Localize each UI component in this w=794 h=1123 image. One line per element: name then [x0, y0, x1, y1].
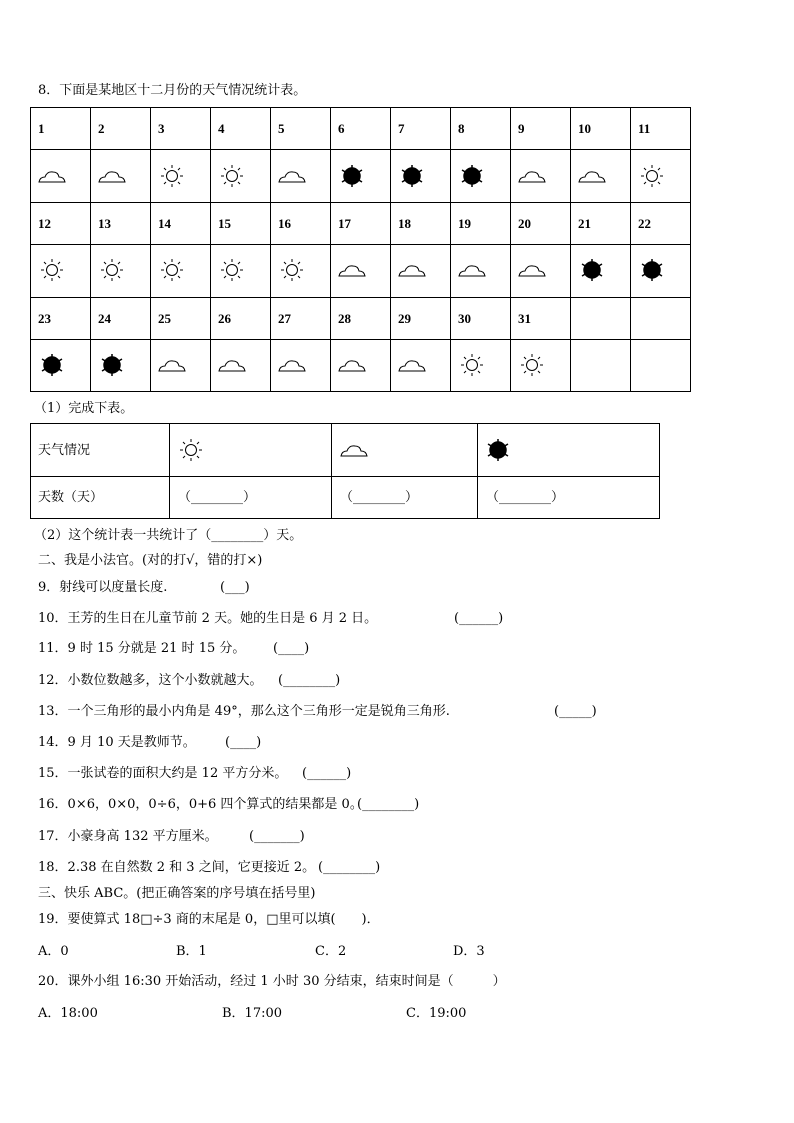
day-number: 24 [98, 311, 111, 326]
day-number: 22 [638, 216, 651, 231]
q17-blank[interactable]: (_______) [249, 829, 305, 844]
sun-icon [176, 438, 206, 462]
q16-blank[interactable]: (________) [357, 797, 420, 812]
q19-option-b[interactable]: B．1 [176, 944, 207, 959]
q10-text: 10．王芳的生日在儿童节前 2 天。她的生日是 6 月 2 日。 [38, 611, 378, 626]
summary-row-label-weather: 天气情况 [38, 443, 91, 458]
day-number: 25 [158, 311, 171, 326]
day-number: 4 [218, 121, 225, 136]
section3-heading: 三、快乐 ABC。(把正确答案的序号填在括号里) [38, 886, 316, 901]
q19-option-a[interactable]: A．0 [38, 944, 69, 959]
day-number: 16 [278, 216, 291, 231]
day-number: 31 [518, 311, 531, 326]
blank-snow-days[interactable]: （________） [486, 490, 565, 505]
q12-text: 12．小数位数越多，这个小数就越大。 [38, 673, 263, 688]
q19-option-d[interactable]: D．3 [453, 944, 485, 959]
day-number: 29 [398, 311, 411, 326]
blank-sun-days[interactable]: （________） [178, 490, 257, 505]
day-number: 30 [458, 311, 471, 326]
q19-text: 19．要使算式 18□÷3 商的末尾是 0，□里可以填( )． [38, 912, 380, 927]
day-number: 6 [338, 121, 345, 136]
day-number: 9 [518, 121, 525, 136]
day-number: 26 [218, 311, 231, 326]
day-number: 15 [218, 216, 231, 231]
day-number: 12 [38, 216, 51, 231]
q11-text: 11．9 时 15 分就是 21 时 15 分。 [38, 641, 246, 656]
q18-text: 18．2.38 在自然数 2 和 3 之间，它更接近 2。 [38, 860, 316, 875]
q20-text: 20．课外小组 16:30 开始活动，经过 1 小时 30 分结束，结束时间是（ ） [38, 974, 506, 989]
q14-text: 14．9 月 10 天是教师节。 [38, 735, 196, 750]
day-number: 1 [38, 121, 45, 136]
day-number: 18 [398, 216, 411, 231]
day-number: 23 [38, 311, 51, 326]
q8-sub2: （2）这个统计表一共统计了（________）天。 [34, 528, 303, 543]
q11-blank[interactable]: (____) [273, 641, 310, 656]
day-number: 21 [578, 216, 591, 231]
day-number: 19 [458, 216, 471, 231]
summary-row-label-days: 天数（天） [38, 490, 104, 505]
q10-blank[interactable]: (______) [454, 611, 504, 626]
q13-text: 13．一个三角形的最小内角是 49°，那么这个三角形一定是锐角三角形. [38, 704, 450, 719]
day-number: 2 [98, 121, 105, 136]
q20-option-b[interactable]: B．17:00 [222, 1006, 283, 1021]
q13-blank[interactable]: (_____) [554, 704, 597, 719]
q20-option-c[interactable]: C．19:00 [406, 1006, 467, 1021]
q16-text: 16．0×6，0×0，0÷6，0+6 四个算式的结果都是 0。 [38, 797, 363, 812]
day-number: 7 [398, 121, 405, 136]
day-number: 27 [278, 311, 291, 326]
day-number: 13 [98, 216, 111, 231]
q14-blank[interactable]: (____) [225, 735, 262, 750]
day-number: 20 [518, 216, 531, 231]
blank-cloud-days[interactable]: （________） [340, 490, 419, 505]
day-number: 10 [578, 121, 591, 136]
q19-option-c[interactable]: C．2 [315, 944, 347, 959]
q9-blank[interactable]: (___) [220, 580, 250, 595]
q12-blank[interactable]: (________) [278, 673, 341, 688]
q20-option-a[interactable]: A．18:00 [38, 1006, 98, 1021]
q18-blank[interactable]: (________) [318, 860, 381, 875]
day-number: 11 [638, 121, 651, 136]
cloud-icon [339, 438, 369, 462]
q15-text: 15．一张试卷的面积大约是 12 平方分米。 [38, 766, 288, 781]
q8-title: 8．下面是某地区十二月份的天气情况统计表。 [38, 83, 307, 98]
q8-sub1: （1）完成下表。 [34, 401, 134, 416]
q9-text: 9．射线可以度量长度. [38, 580, 168, 595]
q17-text: 17．小豪身高 132 平方厘米。 [38, 829, 218, 844]
section2-heading: 二、我是小法官。(对的打√，错的打×) [38, 553, 263, 568]
day-number: 14 [158, 216, 171, 231]
day-number: 17 [338, 216, 351, 231]
day-number: 3 [158, 121, 165, 136]
day-number: 8 [458, 121, 465, 136]
q15-blank[interactable]: (______) [302, 766, 352, 781]
day-number: 28 [338, 311, 351, 326]
day-number: 5 [278, 121, 285, 136]
snowflake-icon [483, 438, 513, 462]
